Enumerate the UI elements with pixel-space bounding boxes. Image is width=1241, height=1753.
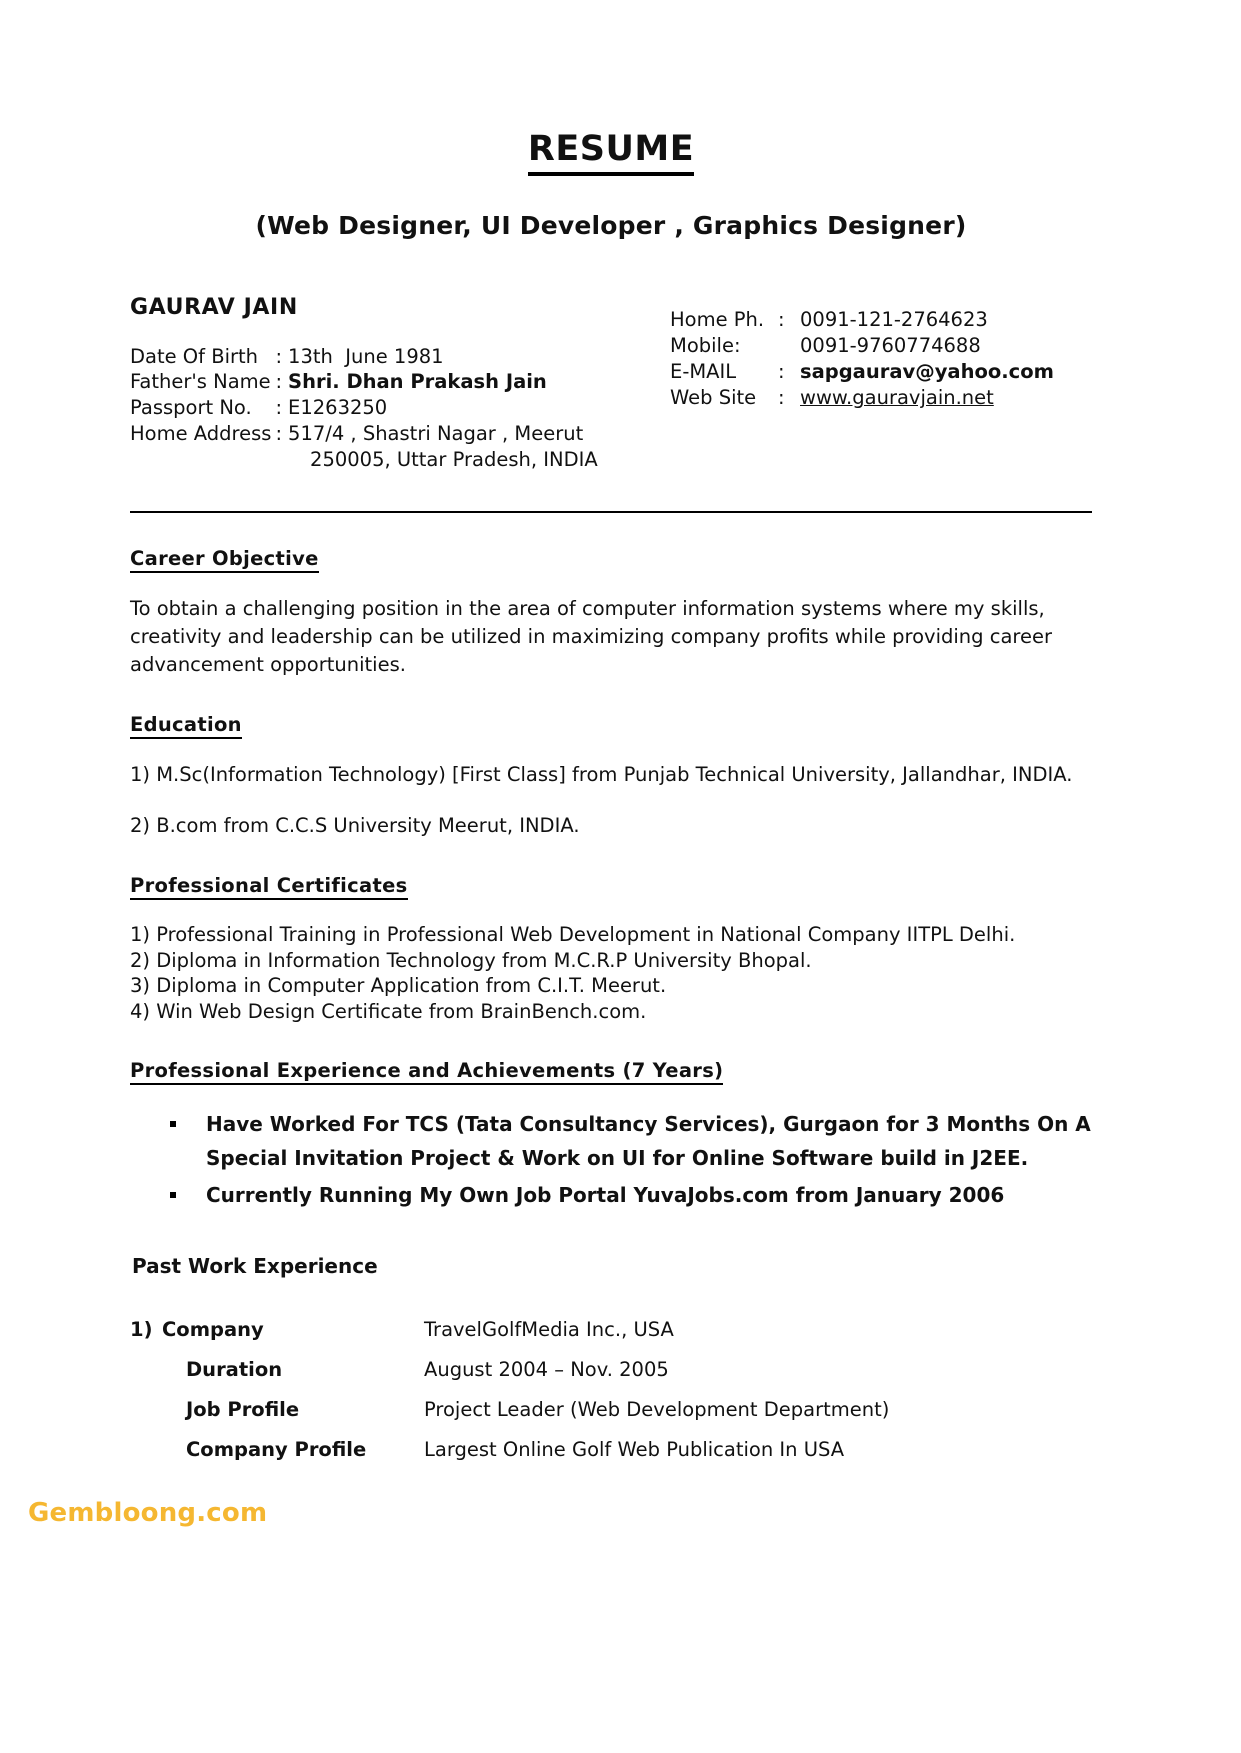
section-heading-professional-experience: Professional Experience and Achievements (7 Years) <box>130 1059 723 1085</box>
table-row <box>130 447 598 473</box>
work-key-job-profile: Job Profile <box>186 1397 300 1421</box>
list-item <box>170 1178 1092 1212</box>
section-heading-education: Education <box>130 713 242 739</box>
resume-sheet <box>130 0 1092 1753</box>
achievement-text: Currently Running My Own Job Portal YuvaJobs.com from January 2006 <box>206 1182 1005 1207</box>
contact-value-home-phone: 0091-121-2764623 <box>800 307 988 331</box>
contact-value-mobile: 0091-9760774688 <box>800 333 981 357</box>
detail-separator: : <box>275 370 283 394</box>
section-past-work-experience <box>130 1254 1092 1478</box>
contact-label-home-phone: Home Ph. <box>670 307 765 331</box>
table-row <box>130 369 598 395</box>
detail-label-dob: Date Of Birth <box>130 344 259 368</box>
table-row <box>130 1358 889 1398</box>
detail-value-dob: 13th June 1981 <box>288 344 444 368</box>
page-title-text: RESUME <box>528 129 694 176</box>
detail-label-home-address: Home Address <box>130 422 272 446</box>
contact-value-email[interactable]: sapgaurav@yahoo.com <box>800 360 1054 384</box>
contact-value-website[interactable]: www.gauravjain.net <box>800 386 994 410</box>
achievements-list <box>130 1107 1092 1212</box>
square-bullet-icon <box>170 1192 176 1198</box>
section-heading-career-objective: Career Objective <box>130 547 319 573</box>
work-key-duration: Duration <box>186 1357 283 1381</box>
page-subtitle: (Web Designer, UI Developer , Graphics Designer) <box>255 210 967 240</box>
certificates-list <box>130 922 1092 1025</box>
section-professional-experience <box>130 1059 1092 1212</box>
page-title <box>130 130 1092 169</box>
table-row <box>130 344 598 370</box>
work-value-duration: August 2004 – Nov. 2005 <box>424 1357 669 1381</box>
education-item: 2) B.com from C.C.S University Meerut, INDIA. <box>130 813 580 837</box>
personal-details-table <box>130 344 598 474</box>
detail-label-passport: Passport No. <box>130 396 252 420</box>
header-divider <box>130 511 1092 513</box>
section-career-objective <box>130 547 1092 680</box>
work-value-company-profile: Largest Online Golf Web Publication In USA <box>424 1437 845 1461</box>
detail-label-fathers-name: Father's Name <box>130 370 271 394</box>
table-row <box>670 333 1054 359</box>
detail-separator: : <box>275 344 283 368</box>
contact-label-website: Web Site <box>670 386 757 410</box>
square-bullet-icon <box>170 1121 176 1127</box>
education-item: 1) M.Sc(Information Technology) [First Class] from Punjab Technical University, Jallandhar, INDIA. <box>130 763 1073 787</box>
subsection-heading-past-work-experience: Past Work Experience <box>132 1253 378 1278</box>
detail-value-home-address: 517/4 , Shastri Nagar , Meerut <box>288 422 584 446</box>
table-row <box>130 1438 889 1478</box>
work-value-company: TravelGolfMedia Inc., USA <box>424 1317 674 1341</box>
work-entry-number: 1) <box>130 1317 153 1341</box>
list-item: 1) Professional Training in Professional Web Development in National Company IITPL Delhi. <box>130 922 1016 946</box>
section-heading-professional-certificates: Professional Certificates <box>130 874 408 900</box>
contact-separator: : <box>778 307 785 331</box>
contact-separator: : <box>778 386 785 410</box>
detail-separator: : <box>275 422 283 446</box>
career-objective-text: To obtain a challenging position in the area of computer information systems where my skills, creativity and leadership can be utilized in maximizing company profits while providing career advancement opportunities. <box>130 596 1053 677</box>
section-professional-certificates <box>130 874 1092 1025</box>
detail-value-address-line2: 250005, Uttar Pradesh, INDIA <box>310 448 598 472</box>
table-row <box>130 395 598 421</box>
contact-separator <box>778 333 800 359</box>
detail-separator: : <box>275 396 283 420</box>
list-item: 2) Diploma in Information Technology from M.C.R.P University Bhopal. <box>130 948 812 972</box>
table-row <box>670 385 1054 411</box>
past-work-table <box>130 1318 889 1478</box>
table-row <box>130 1318 889 1358</box>
identity-block <box>130 295 1092 495</box>
work-value-job-profile: Project Leader (Web Development Department) <box>424 1397 890 1421</box>
contact-label-email: E-MAIL <box>670 360 737 384</box>
contact-details-table <box>670 307 1054 412</box>
achievement-text: Have Worked For TCS (Tata Consultancy Services), Gurgaon for 3 Months On A Special Invitation Project & Work on UI for Online Software build in J2EE. <box>206 1111 1091 1171</box>
list-item: 4) Win Web Design Certificate from BrainBench.com. <box>130 1000 647 1024</box>
contact-separator: : <box>778 360 785 384</box>
detail-value-fathers-name: Shri. Dhan Prakash Jain <box>288 370 547 394</box>
work-key-company-profile: Company Profile <box>186 1437 367 1461</box>
table-row <box>130 1398 889 1438</box>
candidate-name: GAURAV JAIN <box>130 294 298 320</box>
table-row <box>130 421 598 447</box>
contact-label-mobile: Mobile: <box>670 333 741 357</box>
list-item <box>170 1107 1092 1176</box>
table-row <box>670 307 1054 333</box>
section-education <box>130 713 1092 840</box>
table-row <box>670 359 1054 385</box>
work-key-company: Company <box>162 1317 264 1341</box>
detail-value-passport: E1263250 <box>288 396 388 420</box>
list-item: 3) Diploma in Computer Application from C.I.T. Meerut. <box>130 974 667 998</box>
watermark: Gembloong.com <box>28 1498 268 1528</box>
contact-block <box>670 307 1054 412</box>
